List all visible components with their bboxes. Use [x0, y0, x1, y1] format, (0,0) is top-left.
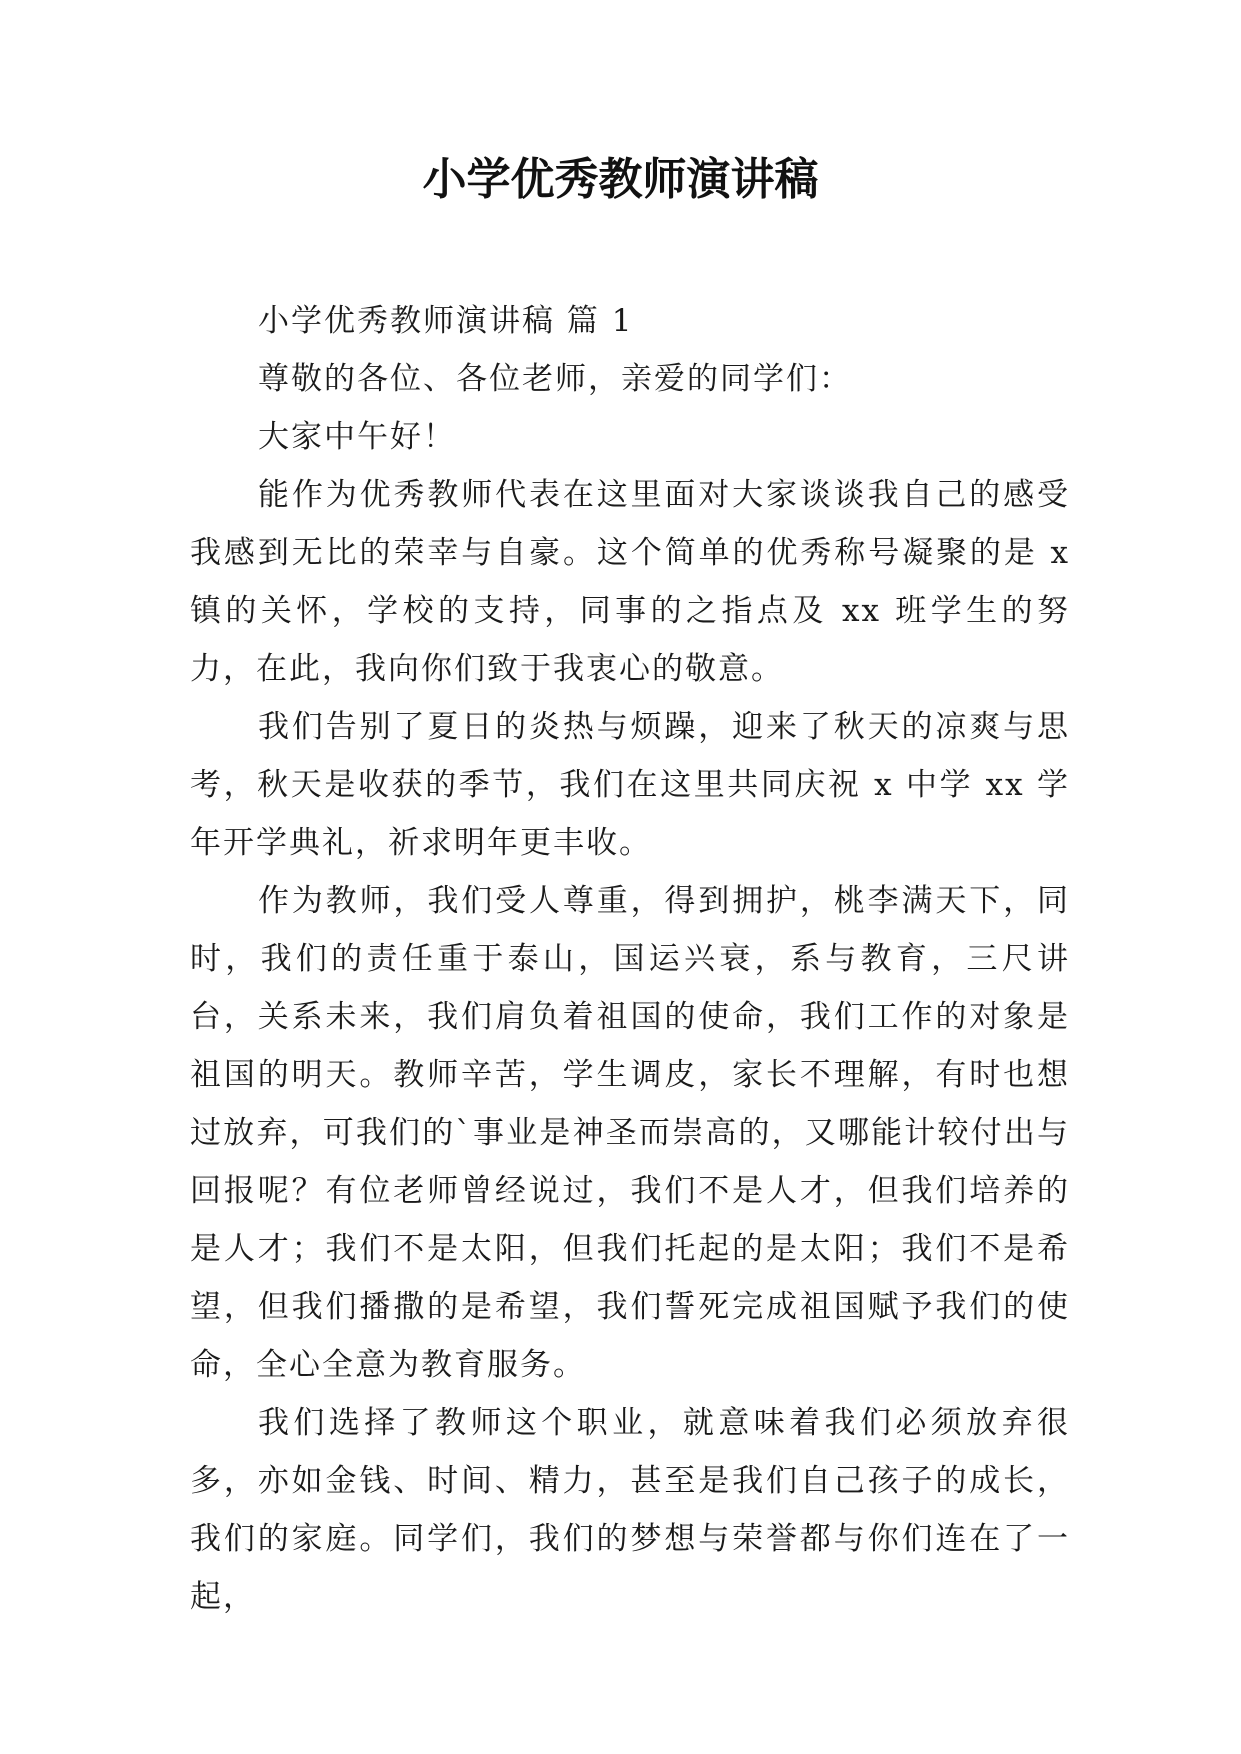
salutation: 尊敬的各位、各位老师，亲爱的同学们：	[258, 361, 852, 397]
greeting: 大家中午好！	[258, 419, 456, 455]
document-body	[190, 292, 1070, 1626]
paragraph: 能作为优秀教师代表在这里面对大家谈谈我自己的感受我感到无比的荣幸与自豪。这个简单的优秀称号凝聚的是 x 镇的关怀，学校的支持，同事的之指点及 xx 班学生的努力，在此，我向你们致于我衷心的敬意。	[190, 477, 1070, 687]
paragraph: 我们告别了夏日的炎热与烦躁，迎来了秋天的凉爽与思考，秋天是收获的季节，我们在这里共同庆祝 x 中学 xx 学年开学典礼，祈求明年更丰收。	[190, 709, 1070, 861]
paragraph: 作为教师，我们受人尊重，得到拥护，桃李满天下，同时，我们的责任重于泰山，国运兴衰，系与教育，三尺讲台，关系未来，我们肩负着祖国的使命，我们工作的对象是祖国的明天。教师辛苦，学生调皮，家长不理解，有时也想过放弃，可我们的`事业是神圣而崇高的，又哪能计较付出与回报呢？有位老师曾经说过，我们不是人才，但我们培养的是人才；我们不是太阳，但我们托起的是太阳；我们不是希望，但我们播撒的是希望，我们誓死完成祖国赋予我们的使命，全心全意为教育服务。	[190, 883, 1070, 1383]
section-heading: 小学优秀教师演讲稿 篇 1	[258, 303, 634, 339]
paragraph: 我们选择了教师这个职业，就意味着我们必须放弃很多，亦如金钱、时间、精力，甚至是我们自己孩子的成长，我们的家庭。同学们，我们的梦想与荣誉都与你们连在了一起，	[190, 1405, 1070, 1615]
document-title: 小学优秀教师演讲稿	[422, 154, 819, 205]
